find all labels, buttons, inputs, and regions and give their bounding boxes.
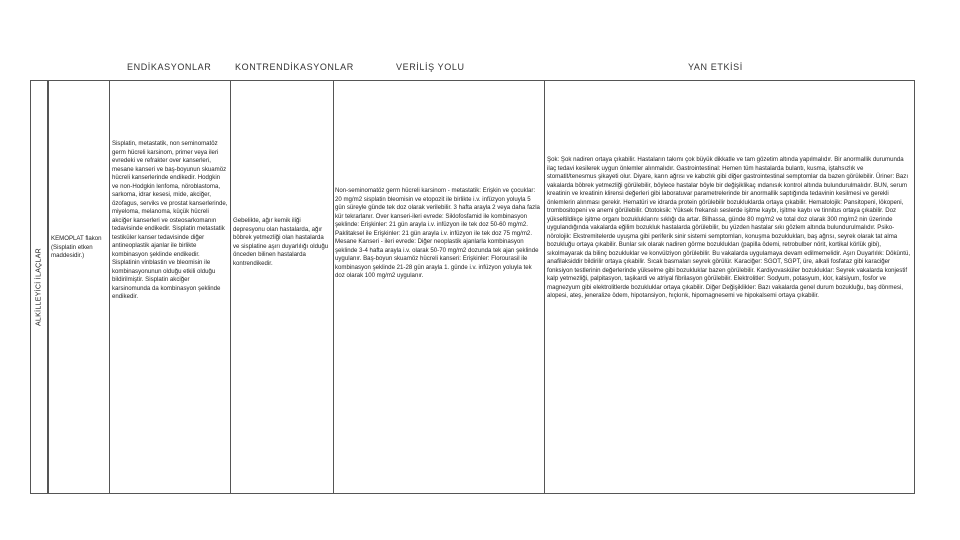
- header-indications: ENDİKASYONLAR: [127, 62, 212, 72]
- contraindications-text: Gebelikte, ağır kemik iliği depresyonu olan hastalarda, ağır böbrek yetmezliği olan hastalarda ve sisplatine aşırı duyarlılığı olduğu önceden bilinen hastalarda kontrendikedir.: [233, 217, 329, 267]
- drug-table: [48, 80, 915, 494]
- route-text: Non-seminomatöz germ hücreli karsinom - metastatik: Erişkin ve çocuklar: 20 mg/m2 sisplatin bleomisin ve etopozit ile birlikte i.v. infüzyon yoluyla 5 gün süreyle günde tek doz olarak verilebilir. 3 hafta arayla 2 veya daha fazla kür tekrarlanır. Over kanseri-ileri evrede: Siklofosfamid ile kombinasyon şeklinde: Erişkinler: 21 gün arayla i.v. infüzyon ile tek doz 50-60 mg/m2. Paklitaksel ile Erişkinler: 21 gün arayla i.v. infüzyon ile tek doz 75 mg/m2. Mesane Kanseri - ileri evrede: Diğer neoplastik ajanlarla kombinasyon şeklinde 3-4 hafta arayla i.v. olarak 50-70 mg/m2 dozunda tek ajan şeklinde uygulanır. Baş-boyun skuamöz hücreli kanseri: Erişkinler: Florourasil ile kombinasyon şeklinde 21-28 gün arayla 1. günde i.v. infüzyon yoluyla tek doz olarak 100 mg/m2 uygulanır.: [335, 187, 540, 279]
- header-contraindications: KONTRENDİKASYONLAR: [235, 62, 354, 72]
- side-effects-text: Şok: Şok nadiren ortaya çıkabilir. Hastaların takımı çok büyük dikkatle ve tam gözetim altında yapılmalıdır. Bir anormallik durumunda ilaç tedavi kesilerek uygun önlemler alınmalıdır. Gastrointestinal: Hemen tüm hastalarda bulantı, kusma, iştahsızlık ve stomatit/tenesmus şikayeti olur. Diyare, karın ağrısı ve kabızlık gibi diğer gastrointestinal semptomlar da bazen görülebilir. Üriner: Bazı vakalarda böbrek yetmezliği görülebilir, böylece hastalar böyle bir değişiklikaç ındanısık kontrol altında bulundurulmalıdır. BUN, serum kreatinin ve kreatinin klirensi değerleri gibi laboratuvar parametrelerinde bir anormallik saptığında tedavinin kesilmesi ve gerekli önlemlerin alınması gerekir. Hematüri ve idrarda protein görülebilir bozukluklarda ortaya çıkabilir. Hematolojik: Pansitopeni, lökopeni, trombositopeni ve anemi görülebilir. Ototoksik: Yüksek frekanslı seslerde işitme kaybı, işitme kaybı ve tinnitus ortaya çıkabilir. Doz yükseltildikçe işitme organı bozukluklarını sıklığı da artar. Bilhassa, günde 80 mg/m2 ve total doz olarak 300 mg/m2 nin üzerinde uygulandığında vakalarda eğilim bozukluk hastalarda görülebilir, bu yüzden hastalar sıkı gözlem altında bulundurulmalıdır. Psiko-nörolojik: Ekstremitelerde uyuşma gibi periferik sinir sistemi semptomları, konuşma bozuklukları, baş ağrısı, seyrek olarak tat alma bozukluğu ortaya çıkabilir. Bunlar sık olarak nadiren görme bozuklukları (papilla ödemi, retrobulber nörit, kortikal körlük gibi), sıkolmayarak da bilinç bozukluklar ve konvülziyon görülebilir. Bu vakalarda uygulamaya devam edilmemelidir. Aşırı Duyarlılık: Döküntü, anafilaksiddir bildirilir ortaya çıkabilir. Sıcak basmaları seyrek görülür. Karaciğer: SGOT, SGPT, üre, alkali fosfataz gibi karaciğer fonksiyon testlerinin değerlerinde yükselme gibi bozukluklar bazen görülebilir. Kardiyovasküler bozukluklar: Seyrek vakalarda konjestif kalp yetmezliği, palpitasyon, taşikardi ve atriyal fibrilasyon görülebilir. Elektrolitler: Sodyum, potasyum, klor, kalsiyum, fosfor ve magnezyum gibi elektrolitlerde bozukluklar ortaya çıkabilir. Diğer Değişiklikler: Bazı vakalarda genel durum bozukluğu, baş dönmesi, alopesi, ateş, jeneralize ödem, hipotansiyon, hıçkırık, hipomagnesemi ve hipokalsemi ortaya çıkabilir.: [547, 156, 911, 299]
- column-drug: [48, 80, 110, 494]
- header-route: VERİLİŞ YOLU: [396, 62, 465, 72]
- column-contraindications: [230, 80, 334, 494]
- side-label: ALKİLLEYİCİ İLAÇLAR: [35, 247, 43, 327]
- header-side-effects: YAN ETKİSİ: [688, 62, 743, 72]
- side-label-box: [30, 80, 48, 494]
- column-route: [333, 80, 545, 494]
- drug-name: KEMOPLAT flakon (Sisplatin etken maddesidir.): [51, 235, 102, 259]
- indications-text: Sisplatin, metastatik, non seminomatöz germ hücreli karsinom, primer veya ileri evredeki ve refrakter over kanserleri, mesane kanseri ve baş-boyunun skuamöz hücreli kanserlerinde endikedir. Hodgkin ve non-Hodgkin lenfoma, nöroblastoma, sarkoma, idrar kesesi, mide, akciğer, özofagus, serviks ve prostat kanserlerinde, miyeloma, melanoma, küçük hücreli akciğer kanserleri ve osteosarkomanın tedavisinde endikedir. Sisplatin metastatik testiküler kanser tedavisinde diğer antineoplastik ajanlar ile birlikte kombinasyon şeklinde endikedir. Sisplatinin vinblastin ve bleomisin ile kombinasyonunun olduğu etkili olduğu bildirilmiştir. Sisplatin akciğer karsinomunda da kombinasyon şeklinde endikedir.: [112, 140, 228, 300]
